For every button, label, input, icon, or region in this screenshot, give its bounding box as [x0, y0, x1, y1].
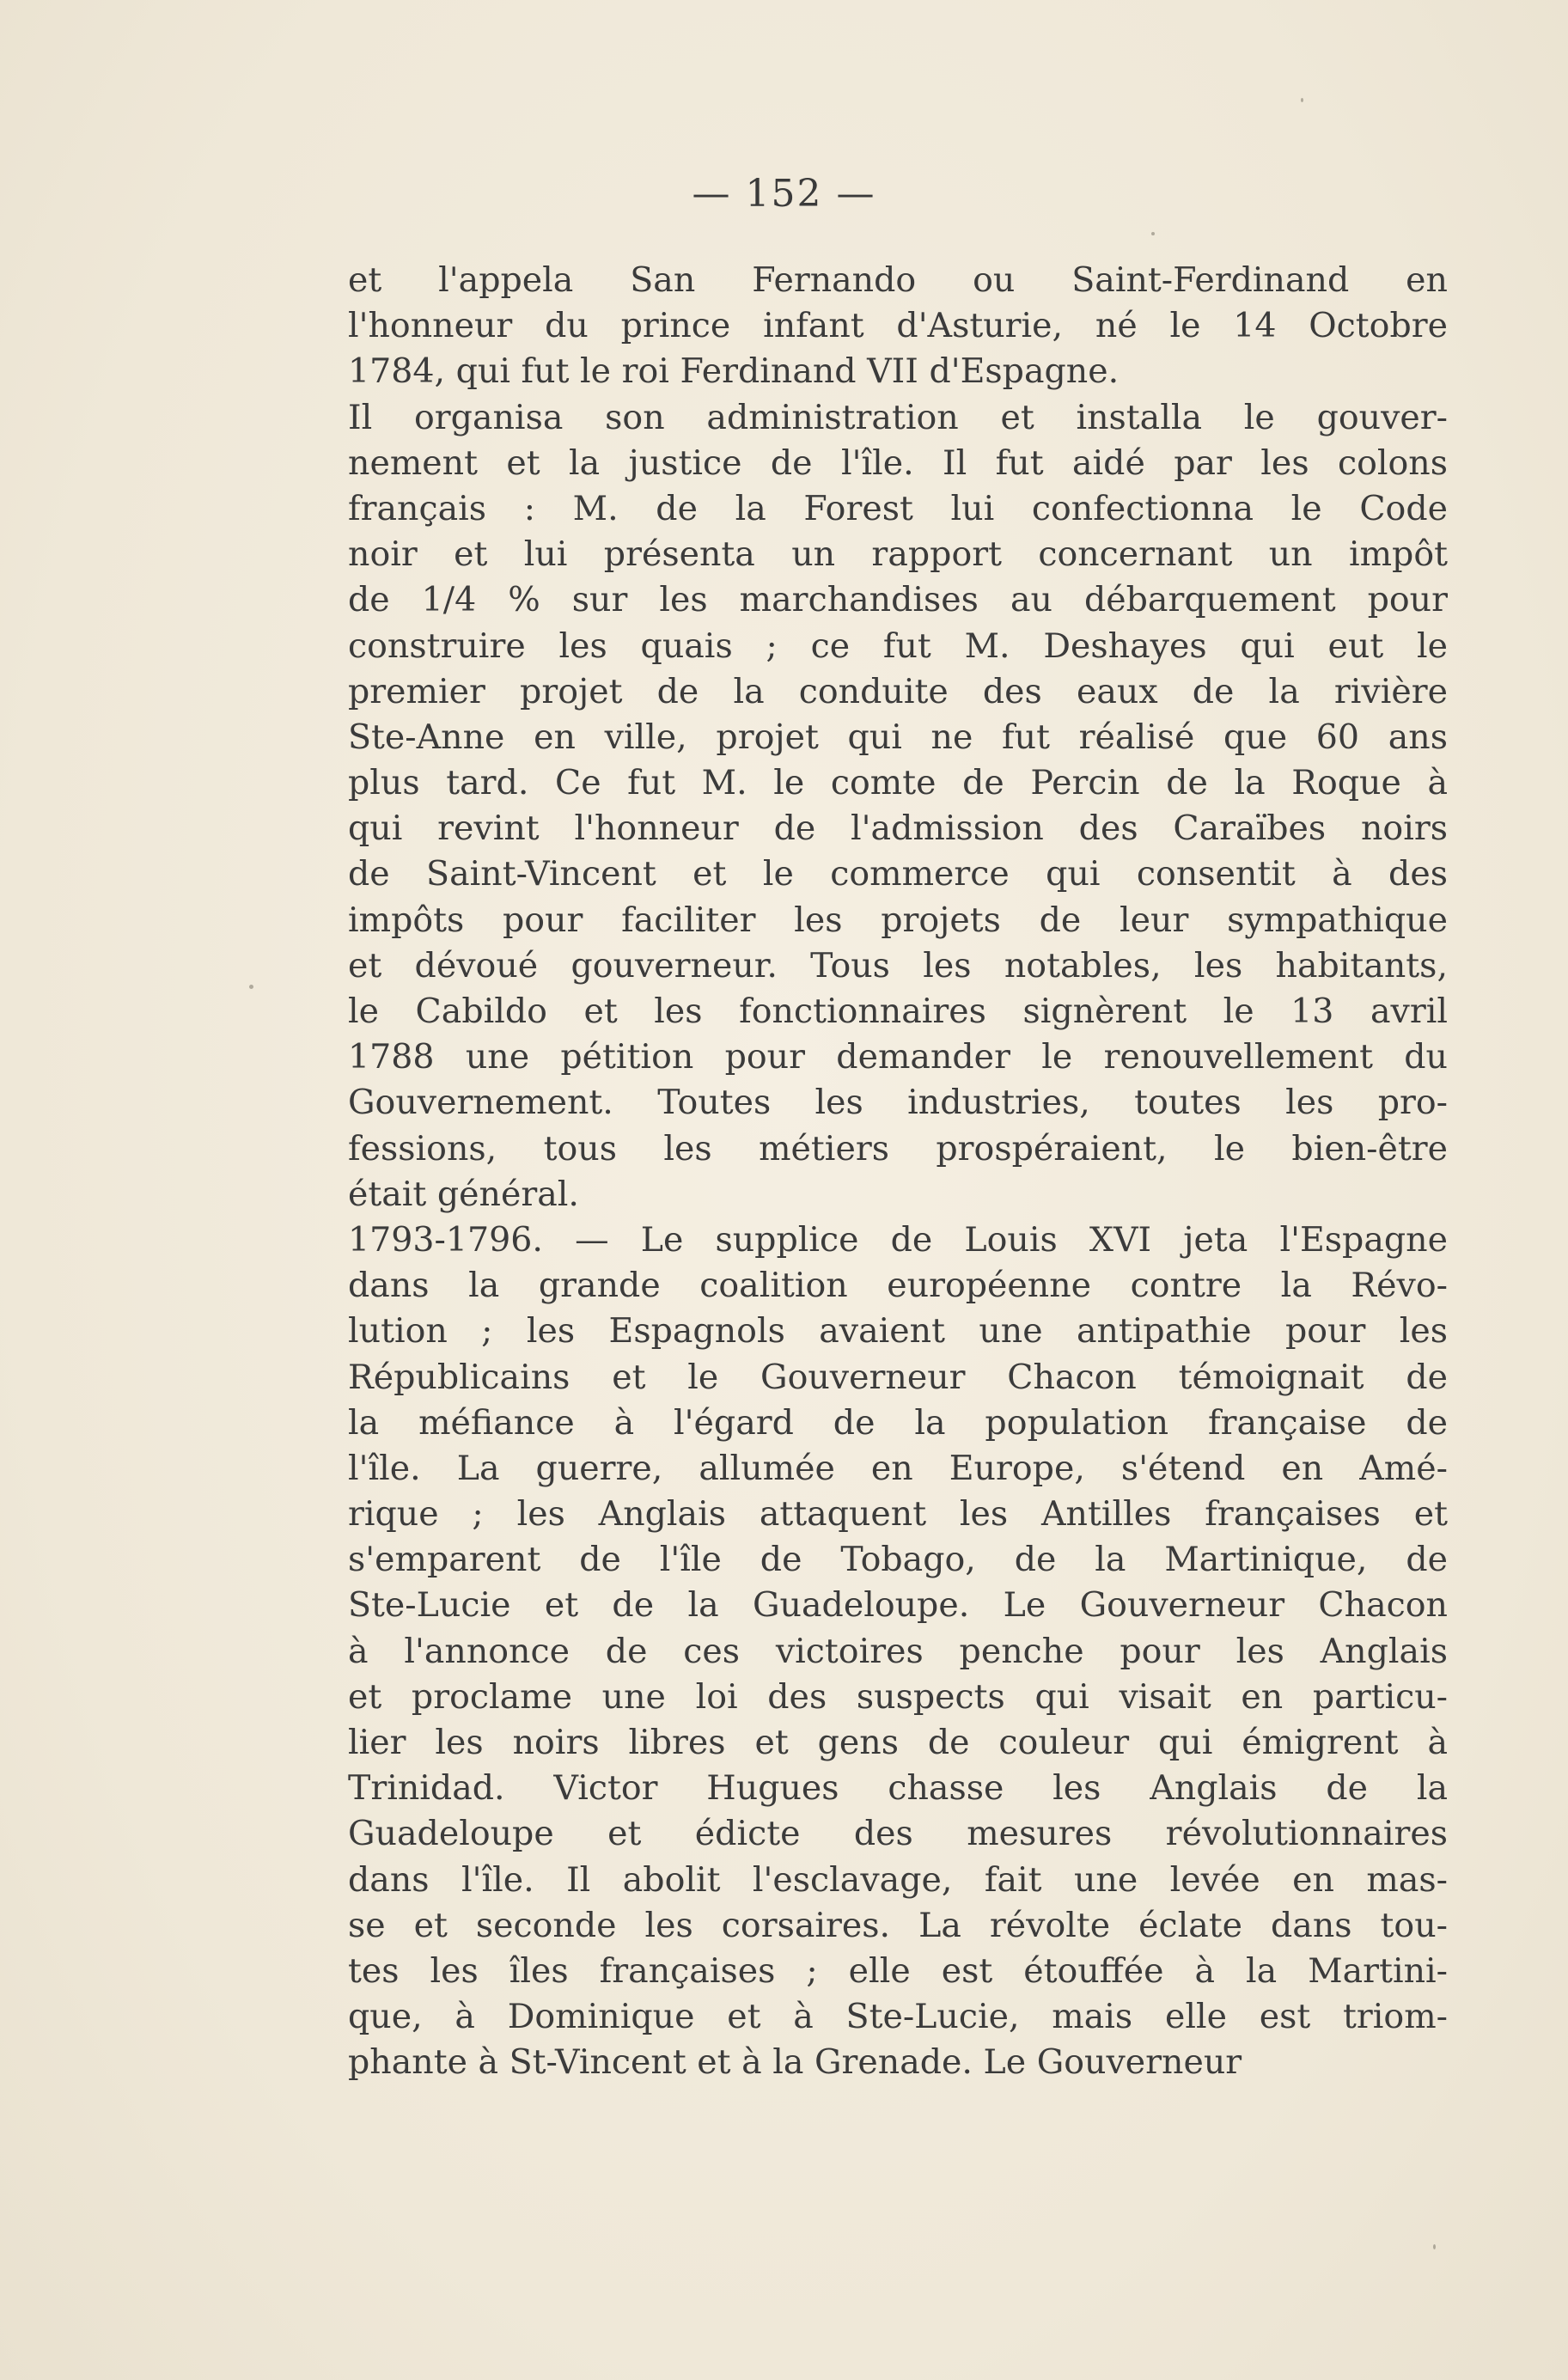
text-line: phante à St-Vincent et à la Grenade. Le Gouverneur	[348, 2042, 1242, 2083]
text-line: à l'annonce de ces victoires penche pour les Anglais	[348, 1631, 1448, 1671]
text-line: que, à Dominique et à Ste-Lucie, mais elle est triom-	[348, 1997, 1448, 2037]
text-line: Ste-Anne en ville, projet qui ne fut réalisé que 60 ans	[348, 717, 1448, 757]
text-line: français : M. de la Forest lui confectionna le Code	[348, 488, 1448, 528]
text-line: était général.	[348, 1174, 579, 1214]
text-line: la méfiance à l'égard de la population française de	[348, 1402, 1448, 1443]
text-line: 1793-1796. — Le supplice de Louis XVI jeta l'Espagne	[348, 1219, 1448, 1260]
text-line: Gouvernement. Toutes les industries, toutes les pro-	[348, 1083, 1448, 1123]
text-line: de Saint-Vincent et le commerce qui consentit à des	[348, 854, 1448, 894]
text-line: impôts pour faciliter les projets de leur sympathique	[348, 900, 1448, 940]
text-line: l'honneur du prince infant d'Asturie, né le 14 Octobre	[348, 306, 1448, 346]
text-line: Trinidad. Victor Hugues chasse les Anglais de la	[348, 1768, 1448, 1809]
text-line: 1788 une pétition pour demander le renouvellement du	[348, 1037, 1448, 1077]
text-line: et l'appela San Fernando ou Saint-Ferdinand en	[348, 260, 1448, 300]
text-line: lier les noirs libres et gens de couleur qui émigrent à	[348, 1723, 1448, 1762]
text-line: construire les quais ; ce fut M. Deshayes qui eut le	[348, 626, 1448, 666]
paper-speck	[1151, 232, 1155, 235]
text-line: Ste-Lucie et de la Guadeloupe. Le Gouverneur Chacon	[348, 1585, 1448, 1626]
text-line: qui revint l'honneur de l'admission des Caraïbes noirs	[348, 809, 1448, 849]
text-line: tes les îles françaises ; elle est étouffée à la Martini-	[348, 1950, 1448, 1991]
text-line: dans la grande coalition européenne contre la Révo-	[348, 1266, 1448, 1306]
text-line: dans l'île. Il abolit l'esclavage, fait une levée en mas-	[348, 1859, 1448, 1900]
text-line: 1784, qui fut le roi Ferdinand VII d'Espagne.	[348, 351, 1120, 392]
text-line: l'île. La guerre, allumée en Europe, s'étend en Amé-	[348, 1448, 1448, 1488]
text-line: fessions, tous les métiers prospéraient, le bien-être	[348, 1128, 1448, 1169]
text-line: de 1/4 % sur les marchandises au débarquement pour	[348, 580, 1448, 620]
text-line: rique ; les Anglais attaquent les Antilles françaises et	[348, 1494, 1448, 1535]
page-number: — 152 —	[692, 172, 876, 216]
text-line: nement et la justice de l'île. Il fut aidé par les colons	[348, 442, 1448, 483]
text-line: premier projet de la conduite des eaux de la rivière	[348, 671, 1448, 711]
text-line: noir et lui présenta un rapport concernant un impôt	[348, 534, 1448, 575]
text-line: lution ; les Espagnols avaient une antipathie pour les	[348, 1311, 1448, 1352]
text-line: s'emparent de l'île de Tobago, de la Martinique, de	[348, 1540, 1448, 1580]
text-line: le Cabildo et les fonctionnaires signèrent le 13 avril	[348, 992, 1448, 1031]
text-line: Il organisa son administration et installa le gouver-	[348, 397, 1448, 437]
text-line: plus tard. Ce fut M. le comte de Percin de la Roque à	[348, 763, 1448, 803]
text-line: et proclame une loi des suspects qui visait en particu-	[348, 1676, 1448, 1717]
paper-speck	[249, 985, 253, 989]
paper-speck	[1301, 98, 1303, 102]
text-line: se et seconde les corsaires. La révolte éclate dans tou-	[348, 1905, 1448, 1945]
paper-speck	[1433, 2244, 1436, 2249]
text-line: Guadeloupe et édicte des mesures révolutionnaires	[348, 1814, 1448, 1854]
text-line: Républicains et le Gouverneur Chacon témoignait de	[348, 1357, 1448, 1397]
body-text	[348, 258, 1448, 2086]
text-line: et dévoué gouverneur. Tous les notables, les habitants,	[348, 945, 1448, 986]
